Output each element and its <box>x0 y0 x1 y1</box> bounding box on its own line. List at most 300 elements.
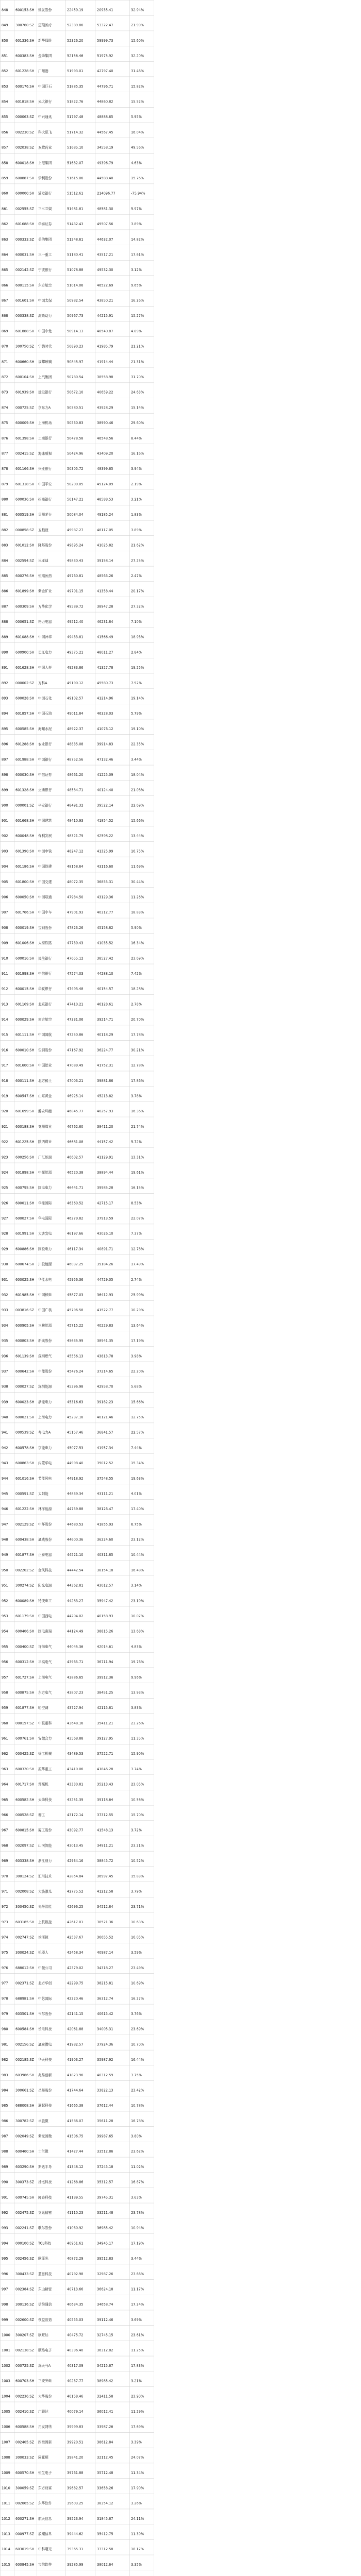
cell-code: 600021.SH <box>15 1415 35 1420</box>
cell-name: 通威股份 <box>38 1537 52 1542</box>
cell-code: 601818.SH <box>15 99 35 104</box>
cell-value-2019: 31845.67 <box>97 2516 113 2521</box>
cell-code: 600023.SH <box>15 1400 35 1404</box>
cell-change: 5.97% <box>131 207 142 211</box>
cell-rank: 945 <box>2 1492 8 1496</box>
cell-value-2020: 40396.40 <box>67 2348 84 2353</box>
cell-value-2020: 43330.81 <box>67 1782 84 1787</box>
cell-change: 16.05% <box>131 1935 144 1940</box>
cell-code: 600028.SH <box>15 696 35 701</box>
cell-value-2020: 48410.93 <box>67 819 84 823</box>
cell-name: 粤电力A <box>38 1430 51 1435</box>
cell-rank: 926 <box>2 1201 8 1206</box>
cell-code: 601699.SH <box>15 1109 35 1114</box>
cell-rank: 958 <box>2 1690 8 1695</box>
cell-value-2020: 42617.01 <box>67 1920 84 1924</box>
cell-value-2020: 47410.21 <box>67 1002 84 1007</box>
cell-value-2020: 46037.25 <box>67 1262 84 1267</box>
cell-value-2020: 50914.13 <box>67 329 84 333</box>
cell-name: 伊利股份 <box>38 176 52 180</box>
cell-change: 4.63% <box>131 161 142 165</box>
cell-value-2020: 45715.22 <box>67 1323 84 1328</box>
cell-value-2020: 39285.99 <box>67 2562 84 2567</box>
cell-code: 000977.SZ <box>15 2532 34 2536</box>
cell-value-2020: 46117.34 <box>67 1247 84 1251</box>
cell-change: 17.19% <box>131 2241 144 2246</box>
cell-rank: 868 <box>2 314 8 318</box>
cell-change: 4.83% <box>131 1645 142 1649</box>
cell-name: 科大讯飞 <box>38 130 52 134</box>
cell-change: 19.63% <box>131 1476 144 1481</box>
cell-name: 大秦铁路 <box>38 941 52 945</box>
cell-value-2019: 34658.74 <box>97 2302 113 2307</box>
cell-change: 3.79% <box>131 1889 142 1894</box>
cell-value-2020: 48491.32 <box>67 803 84 808</box>
cell-code: 601222.SH <box>15 1507 35 1512</box>
cell-change: 17.19% <box>131 1338 144 1343</box>
cell-change: 2.19% <box>131 482 142 486</box>
cell-name: 闻泰科技 <box>38 2195 52 2200</box>
cell-name: 中国平安 <box>38 482 52 486</box>
cell-name: 中国中免 <box>38 329 52 333</box>
cell-value-2019: 40158.93 <box>97 1614 113 1619</box>
cell-rank: 915 <box>2 1032 8 1037</box>
cell-name: 广州港 <box>38 69 48 74</box>
cell-value-2020: 51615.06 <box>67 176 84 180</box>
cell-change: 16.34% <box>131 941 144 945</box>
cell-value-2019: 33822.13 <box>97 2088 113 2093</box>
cell-change: 7.44% <box>131 1446 142 1450</box>
cell-code: 601225.SH <box>15 1140 35 1144</box>
cell-value-2020: 45556.13 <box>67 1354 84 1359</box>
cell-name: 恒生电子 <box>38 2470 52 2475</box>
cell-change: 22.07% <box>131 1216 144 1221</box>
cell-value-2019: 41325.99 <box>97 849 113 854</box>
cell-name: 万华化学 <box>38 604 52 609</box>
cell-value-2020: 51993.01 <box>67 69 84 74</box>
cell-rank: 853 <box>2 84 8 89</box>
cell-value-2020: 50147.21 <box>67 497 84 502</box>
cell-name: 中国太保 <box>38 298 52 303</box>
cell-value-2019: 46231.84 <box>97 620 113 624</box>
cell-code: 300750.SZ <box>15 344 34 349</box>
cell-change: 11.17% <box>131 2287 144 2292</box>
cell-value-2019: 39881.86 <box>97 1078 113 1083</box>
cell-value-2019: 36841.57 <box>97 1430 113 1435</box>
cell-name: 贵州茅台 <box>38 513 52 517</box>
cell-change: 22.69% <box>131 803 144 808</box>
cell-rank: 883 <box>2 543 8 548</box>
cell-name: 山东黄金 <box>38 1094 52 1098</box>
cell-name: 大华股份 <box>38 2394 52 2399</box>
cell-value-2020: 50780.54 <box>67 375 84 379</box>
cell-value-2019: 39118.64 <box>97 1798 113 1802</box>
cell-change: 22.35% <box>131 742 144 747</box>
cell-change: 15.90% <box>131 1752 144 1756</box>
cell-change: 8.44% <box>131 436 142 440</box>
cell-rank: 927 <box>2 1216 8 1221</box>
cell-code: 601998.SH <box>15 971 35 976</box>
cell-name: 中国国航 <box>38 1032 52 1037</box>
cell-change: 3.94% <box>131 467 142 471</box>
cell-code: 600585.SH <box>15 726 35 731</box>
cell-change: 18.04% <box>131 772 144 777</box>
cell-change: 16.48% <box>131 1568 144 1572</box>
cell-name: 厦工股份 <box>38 1828 52 1833</box>
cell-change: 7.37% <box>131 1231 142 1236</box>
cell-rank: 914 <box>2 1018 8 1022</box>
cell-value-2020: 44521.10 <box>67 1553 84 1557</box>
cell-change: 3.76% <box>131 2011 142 2016</box>
cell-change: 3.74% <box>131 1767 142 1771</box>
cell-rank: 892 <box>2 681 8 685</box>
cell-value-2019: 43409.20 <box>97 451 113 456</box>
cell-value-2019: 37913.59 <box>97 1216 113 1221</box>
cell-code: 000425.SZ <box>15 1752 34 1756</box>
cell-rank: 862 <box>2 222 8 227</box>
cell-value-2019: 43928.29 <box>97 405 113 410</box>
cell-rank: 921 <box>2 1124 8 1129</box>
cell-rank: 944 <box>2 1476 8 1481</box>
cell-value-2019: 51975.92 <box>97 54 113 58</box>
cell-rank: 879 <box>2 482 8 486</box>
cell-name: 格力电器 <box>38 620 52 624</box>
cell-code: 300124.SZ <box>15 1874 34 1878</box>
cell-code: 600036.SH <box>15 497 35 502</box>
cell-change: 13.64% <box>131 1323 144 1328</box>
cell-name: 士兰微 <box>38 2149 48 2154</box>
cell-change: 31.46% <box>131 69 144 74</box>
cell-change: 1.83% <box>131 513 142 517</box>
cell-change: 22.57% <box>131 1430 144 1435</box>
cell-value-2019: 44288.10 <box>97 971 113 976</box>
cell-change: 19.61% <box>131 1170 144 1175</box>
cell-value-2020: 41189.55 <box>67 2195 84 2200</box>
cell-name: 万科A <box>38 681 47 685</box>
cell-value-2019: 44567.45 <box>97 130 113 134</box>
cell-code: 600019.SH <box>15 925 35 930</box>
cell-value-2019: 44157.42 <box>97 1140 113 1144</box>
cell-value-2020: 52156.46 <box>67 54 84 58</box>
cell-name: 四维图新 <box>38 2440 52 2445</box>
cell-value-2020: 40317.09 <box>67 2363 84 2368</box>
cell-rank: 911 <box>2 971 8 976</box>
cell-value-2020: 50084.04 <box>67 513 84 517</box>
cell-value-2020: 43648.16 <box>67 1721 84 1725</box>
cell-code: 601899.SH <box>15 589 35 594</box>
cell-name: 民生银行 <box>38 956 52 961</box>
cell-value-2019: 37522.71 <box>97 1752 113 1756</box>
cell-name: 广联达 <box>38 2409 48 2414</box>
cell-name: 中国巨石 <box>38 84 52 89</box>
cell-value-2020: 51078.88 <box>67 268 84 273</box>
cell-rank: 850 <box>2 38 8 43</box>
cell-change: 23.26% <box>131 1721 144 1725</box>
cell-value-2019: 38845.72 <box>97 1859 113 1863</box>
cell-code: 002129.SZ <box>15 1522 34 1527</box>
cell-value-2020: 47250.86 <box>67 1032 84 1037</box>
cell-value-2019: 39985.28 <box>97 1185 113 1190</box>
cell-value-2019: 39214.71 <box>97 1018 113 1022</box>
cell-code: 002415.SZ <box>15 451 34 456</box>
cell-code: 002236.SZ <box>15 2394 34 2399</box>
cell-name: 招商银行 <box>38 497 52 502</box>
cell-change: 23.12% <box>131 1537 144 1542</box>
cell-code: 003816.SZ <box>15 1308 34 1313</box>
cell-value-2019: 38558.98 <box>97 375 113 379</box>
cell-value-2020: 44600.36 <box>67 1537 84 1542</box>
cell-code: 600570.SH <box>15 2470 35 2475</box>
cell-rank: 925 <box>2 1185 8 1190</box>
cell-rank: 1002 <box>2 2363 10 2368</box>
cell-value-2019: 39522.14 <box>97 803 113 808</box>
cell-value-2019: 43129.36 <box>97 895 113 900</box>
cell-value-2020: 46441.71 <box>67 1185 84 1190</box>
cell-name: 立讯精密 <box>38 2210 52 2215</box>
cell-value-2020: 42379.02 <box>67 1965 84 1970</box>
cell-value-2019: 40312.59 <box>97 2073 113 2077</box>
cell-value-2019: 41129.91 <box>97 1155 113 1160</box>
cell-value-2019: 34005.31 <box>97 2027 113 2031</box>
cell-value-2019: 49396.79 <box>97 161 113 165</box>
cell-value-2019: 48540.87 <box>97 329 113 333</box>
cell-value-2020: 41586.07 <box>67 2119 84 2123</box>
cell-value-2020: 39920.51 <box>67 2440 84 2445</box>
cell-value-2019: 44632.07 <box>97 237 113 242</box>
cell-value-2019: 42958.70 <box>97 1384 113 1389</box>
cell-name: 兖州煤业 <box>38 1124 52 1129</box>
cell-rank: 887 <box>2 604 8 609</box>
cell-code: 300059.SZ <box>15 2486 34 2490</box>
cell-name: 兆易创新 <box>38 2073 52 2077</box>
cell-value-2019: 38411.20 <box>97 1124 113 1129</box>
cell-code: 688012.SH <box>15 1965 35 1970</box>
cell-change: 10.56% <box>131 1798 144 1802</box>
cell-value-2019: 49185.24 <box>97 513 113 517</box>
cell-code: 600018.SH <box>15 161 35 165</box>
cell-name: 平安银行 <box>38 803 52 808</box>
cell-name: 信维通信 <box>38 2302 52 2307</box>
cell-change: 10.63% <box>131 1920 144 1924</box>
cell-change: 3.26% <box>131 2501 142 2506</box>
cell-rank: 990 <box>2 2180 8 2184</box>
cell-code: 600048.SH <box>15 834 35 838</box>
cell-value-2019: 20935.41 <box>97 8 113 12</box>
cell-change: 3.12% <box>131 268 142 273</box>
cell-rank: 984 <box>2 2088 8 2093</box>
cell-change: 3.83% <box>131 1706 142 1710</box>
cell-value-2020: 42934.16 <box>67 1859 84 1863</box>
cell-name: 中兴通讯 <box>38 115 52 120</box>
cell-value-2020: 39761.88 <box>67 2470 84 2475</box>
cell-change: 23.19% <box>131 1599 144 1603</box>
cell-value-2020: 47655.12 <box>67 956 84 961</box>
cell-value-2019: 40229.83 <box>97 1323 113 1328</box>
cell-change: 10.07% <box>131 1614 144 1619</box>
cell-code: 601877.SH <box>15 1553 35 1557</box>
cell-name: 中微公司 <box>38 1965 52 1970</box>
cell-code: 600111.SH <box>15 1078 35 1083</box>
cell-value-2020: 41744.64 <box>67 2088 84 2093</box>
cell-value-2019: 40121.46 <box>97 1415 113 1420</box>
cell-rank: 922 <box>2 1140 8 1144</box>
cell-name: 上海机场 <box>38 421 52 426</box>
cell-change: 15.82% <box>131 84 144 89</box>
cell-code: 300782.SZ <box>15 2119 34 2123</box>
cell-rank: 864 <box>2 252 8 257</box>
cell-code: 601688.SH <box>15 222 35 227</box>
cell-rank: 907 <box>2 910 8 915</box>
cell-value-2019: 44588.40 <box>97 176 113 180</box>
cell-rank: 854 <box>2 99 8 104</box>
cell-change: 10.29% <box>131 1308 144 1313</box>
cell-change: 18.93% <box>131 635 144 639</box>
cell-code: 601318.SH <box>15 482 35 486</box>
cell-rank: 861 <box>2 207 8 211</box>
cell-value-2020: 43172.14 <box>67 1813 84 1817</box>
cell-value-2019: 43813.78 <box>97 1354 113 1359</box>
cell-value-2020: 51682.07 <box>67 161 84 165</box>
cell-rank: 988 <box>2 2149 8 2154</box>
cell-value-2020: 46197.66 <box>67 1231 84 1236</box>
cell-value-2020: 45476.24 <box>67 1369 84 1374</box>
cell-name: 内蒙华电 <box>38 1461 52 1466</box>
cell-code: 002156.SZ <box>15 2042 34 2047</box>
cell-rank: 975 <box>2 1951 8 1955</box>
cell-code: 601228.SH <box>15 69 35 74</box>
cell-code: 002008.SZ <box>15 1889 34 1894</box>
cell-change: 3.14% <box>131 1583 142 1588</box>
cell-name: 中芯国际 <box>38 1996 52 2001</box>
cell-name: 中国西电 <box>38 1614 52 1619</box>
cell-value-2020: 45635.99 <box>67 1338 84 1343</box>
cell-value-2020: 45237.18 <box>67 1415 84 1420</box>
cell-value-2020: 39523.94 <box>67 2516 84 2521</box>
cell-rank: 1015 <box>2 2562 10 2567</box>
cell-code: 600153.SH <box>15 8 35 12</box>
cell-value-2020: 51797.48 <box>67 115 84 120</box>
cell-name: 澜起科技 <box>38 2104 52 2108</box>
cell-code: 600887.SH <box>15 176 35 180</box>
cell-rank: 848 <box>2 8 8 12</box>
cell-rank: 970 <box>2 1874 8 1878</box>
cell-value-2019: 41855.93 <box>97 1522 113 1527</box>
cell-value-2020: 47331.06 <box>67 1018 84 1022</box>
cell-code: 601336.SH <box>15 38 35 43</box>
cell-value-2019: 34558.19 <box>97 145 113 150</box>
cell-code: 688008.SH <box>15 2104 35 2108</box>
cell-value-2019: 38451.25 <box>97 1690 113 1695</box>
cell-code: 000725.SZ <box>15 2363 34 2368</box>
cell-name: 徐工机械 <box>38 1752 52 1756</box>
cell-value-2019: 42797.40 <box>97 69 113 74</box>
cell-change: 16.16% <box>131 451 144 456</box>
cell-name: 长电科技 <box>38 2027 52 2031</box>
cell-name: 三七互娱 <box>38 207 52 211</box>
cell-value-2020: 41982.57 <box>67 2042 84 2047</box>
cell-value-2020: 41110.23 <box>67 2210 84 2215</box>
cell-change: 19.14% <box>131 696 144 701</box>
cell-value-2020: 41427.44 <box>67 2149 84 2154</box>
cell-value-2019: 40312.77 <box>97 910 113 915</box>
cell-rank: 917 <box>2 1063 8 1068</box>
cell-value-2020: 45316.63 <box>67 1400 84 1404</box>
cell-code: 600050.SH <box>15 895 35 900</box>
cell-name: 中国石油 <box>38 711 52 716</box>
cell-change: 17.78% <box>131 1032 144 1037</box>
cell-code: 601390.SH <box>15 849 35 854</box>
cell-change: 5.79% <box>131 711 142 716</box>
cell-value-2020: 44759.88 <box>67 1507 84 1512</box>
cell-value-2019: 43517.21 <box>97 252 113 257</box>
cell-value-2019: 46522.69 <box>97 283 113 287</box>
cell-name: 申能股份 <box>38 1369 52 1374</box>
cell-value-2020: 48072.35 <box>67 879 84 884</box>
cell-change: 30.21% <box>131 1048 144 1053</box>
cell-value-2020: 44442.54 <box>67 1568 84 1572</box>
cell-value-2019: 36711.94 <box>97 1660 113 1665</box>
cell-change: 12.78% <box>131 1247 144 1251</box>
cell-value-2020: 43886.65 <box>67 1675 84 1680</box>
cell-rank: 1000 <box>2 2333 10 2337</box>
cell-code: 600875.SH <box>15 1690 35 1695</box>
cell-name: 三一重工 <box>38 252 52 257</box>
cell-value-2020: 45157.46 <box>67 1430 84 1435</box>
cell-change: 16.04% <box>131 130 144 134</box>
cell-rank: 961 <box>2 1736 8 1741</box>
cell-change: 15.52% <box>131 99 144 104</box>
cell-change: 23.78% <box>131 2210 144 2215</box>
cell-value-2020: 49589.72 <box>67 604 84 609</box>
cell-value-2019: 36855.31 <box>97 879 113 884</box>
cell-value-2020: 39682.57 <box>67 2486 84 2490</box>
cell-value-2020: 49433.81 <box>67 635 84 639</box>
cell-value-2019: 42598.22 <box>97 834 113 838</box>
cell-name: 迈瑞医疗 <box>38 23 52 28</box>
cell-code: 000725.SZ <box>15 405 34 410</box>
cell-name: 同花顺 <box>38 2455 48 2460</box>
cell-rank: 936 <box>2 1354 8 1359</box>
cell-change: 11.26% <box>131 895 144 900</box>
cell-change: 16.78% <box>131 2119 144 2123</box>
cell-value-2019: 32987.26 <box>97 2272 113 2276</box>
cell-rank: 880 <box>2 497 8 502</box>
cell-code: 601328.SH <box>15 788 35 792</box>
cell-name: 京能电力 <box>38 1446 52 1450</box>
cell-code: 601169.SH <box>15 1002 35 1007</box>
cell-rank: 896 <box>2 742 8 747</box>
cell-name: 中国神华 <box>38 635 52 639</box>
cell-value-2019: 41854.52 <box>97 819 113 823</box>
cell-code: 600027.SH <box>15 1216 35 1221</box>
cell-change: 16.87% <box>131 2180 144 2184</box>
cell-rank: 999 <box>2 2317 8 2322</box>
cell-rank: 893 <box>2 696 8 701</box>
cell-rank: 956 <box>2 1660 8 1665</box>
cell-name: 陕西煤业 <box>38 1140 52 1144</box>
cell-change: 21.74% <box>131 1124 144 1129</box>
cell-value-2019: 37548.55 <box>97 1476 113 1481</box>
cell-rank: 1006 <box>2 2425 10 2429</box>
cell-code: 600547.SH <box>15 1094 35 1098</box>
cell-value-2020: 46845.77 <box>67 1109 84 1114</box>
cell-value-2019: 41076.12 <box>97 726 113 731</box>
cell-code: 000001.SZ <box>15 803 34 808</box>
cell-rank: 895 <box>2 726 8 731</box>
cell-value-2020: 47089.49 <box>67 1063 84 1068</box>
cell-value-2019: 32745.15 <box>97 2333 113 2337</box>
cell-change: 15.76% <box>131 176 144 180</box>
